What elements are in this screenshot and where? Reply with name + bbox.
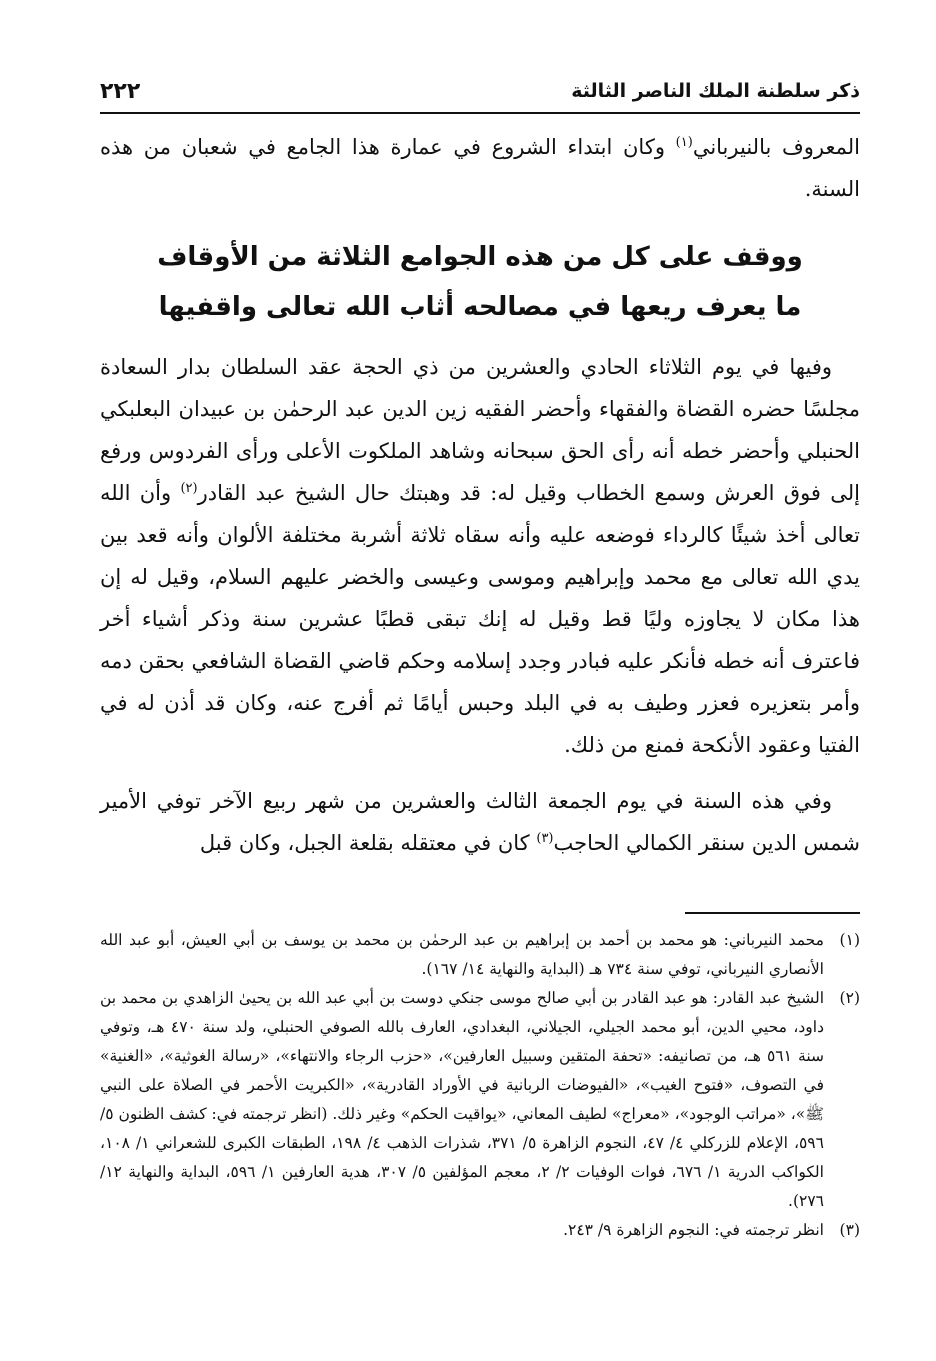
- book-page: [100, 60, 860, 1340]
- footnote-1: [100, 926, 860, 984]
- footnote-number: (١): [839, 931, 860, 949]
- footnote-number: (٣): [839, 1221, 860, 1239]
- section-heading-line-2: ما يعرف ريعها في مصالحه أثاب الله تعالى واقفيها: [158, 292, 802, 322]
- footnote-number: (٢): [839, 989, 860, 1007]
- page-number: ٢٢٢: [100, 78, 141, 104]
- running-title: ذكر سلطنة الملك الناصر الثالثة: [571, 80, 860, 102]
- footnote-ref-1: (١): [675, 135, 693, 150]
- footnote-text: الشيخ عبد القادر: هو عبد القادر بن أبي صالح موسى جنكي دوست بن أبي عبد الله بن يحيىٰ الزاهدي بن محمد بن داود، محيي الدين، أبو محمد الجيلي، الجيلاني، البغدادي، العارف بالله الصوفي الحنبلي، ولد سنة ٤٧٠ هـ، وتوفي سنة ٥٦١ هـ، من تصانيفه: «تحفة المتقين وسبيل العارفين»، «حزب الرجاء والانتهاء»، «رسالة الغوثية»، «الغنية» في التصوف، «فتوح الغيب»، «الفيوضات الربانية في الأوراد القادرية»، «الكبريت الأحمر في الصلاة على النبي ﷺ»، «مراتب الوجود»، «معراج» لطيف المعاني، «يواقيت الحكم» وغير ذلك. (انظر ترجمته في: كشف الظنون ٥/ ٥٩٦، الإعلام للزركلي ٤/ ٤٧، النجوم الزاهرة ٥/ ٣٧١، شذرات الذهب ٤/ ١٩٨، الطبقات الكبرى للشعراني ١/ ١٠٨، الكواكب الدرية ١/ ٦٧٦، فوات الوفيات ٢/ ٢، معجم المؤلفين ٥/ ٣٠٧، هدية العارفين ١/ ٥٩٦، البداية والنهاية ١٢/ ٢٧٦).: [100, 989, 824, 1210]
- footnote-2: [100, 984, 860, 1216]
- header-rule: [100, 112, 860, 114]
- footnote-ref-2: (٢): [180, 481, 198, 496]
- paragraph-2: وفيها في يوم الثلاثاء الحادي والعشرين من ذي الحجة عقد السلطان بدار السعادة مجلسًا حضره القضاة والفقهاء وأحضر الفقيه زين الدين عبد الرحمٰن بن عبيدان البعلبكي الحنبلي وأحضر خطه أنه رأى الحق سبحانه وشاهد الملكوت الأعلى ورأى الفردوس ورفع إلى فوق العرش وسمع الخطاب وقيل له: قد وهبتك حال الشيخ عبد القادر$^{(٢)}$ وأن الله تعالى أخذ شيئًا كالرداء فوضعه عليه وأنه سقاه ثلاثة أشربة مختلفة الألوان وأنه قعد بين يدي الله تعالى مع محمد وإبراهيم وموسى وعيسى والخضر عليهم السلام، وقيل له إن هذا مكان لا يجاوزه وليًا قط وقيل له إنك تبقى قطبًا عشرين سنة وذكر أشياء أخر فاعترف أنه خطه فأنكر عليه فبادر وجدد إسلامه وحكم قاضي القضاة الشافعي بحقن دمه وأمر بتعزيره فعزر وطيف به في البلد وحبس أيامًا ثم أفرج عنه، وكان قد أذن له في الفتيا وعقود الأنكحة فمنع من ذلك.: [100, 355, 860, 757]
- section-heading: [100, 232, 860, 332]
- footnote-rule: [685, 912, 860, 914]
- footnote-3: [100, 1216, 860, 1245]
- footnotes: [100, 926, 860, 1245]
- paragraph-3: وفي هذه السنة في يوم الجمعة الثالث والعشرين من شهر ربيع الآخر توفي الأمير شمس الدين سنقر الكمالي الحاجب$^{(٣)}$ كان في معتقله بقلعة الجبل، وكان قبل: [100, 789, 860, 855]
- body-text: [100, 126, 860, 864]
- paragraph-1: المعروف بالنيرباني$^{(١)}$ وكان ابتداء الشروع في عمارة هذا الجامع في شعبان من هذه السنة.: [100, 135, 861, 201]
- footnote-text: انظر ترجمته في: النجوم الزاهرة ٩/ ٢٤٣.: [563, 1221, 824, 1239]
- running-header: [100, 74, 860, 108]
- section-heading-line-1: ووقف على كل من هذه الجوامع الثلاثة من الأوقاف: [157, 242, 803, 272]
- footnote-ref-3: (٣): [536, 831, 554, 846]
- footnote-text: محمد النيرباني: هو محمد بن أحمد بن إبراهيم بن عبد الرحمٰن بن محمد بن يوسف بن أبي العيش، أبو عبد الله الأنصاري النيرباني، توفي سنة ٧٣٤ هـ (البداية والنهاية ١٤/ ١٦٧).: [100, 931, 824, 978]
